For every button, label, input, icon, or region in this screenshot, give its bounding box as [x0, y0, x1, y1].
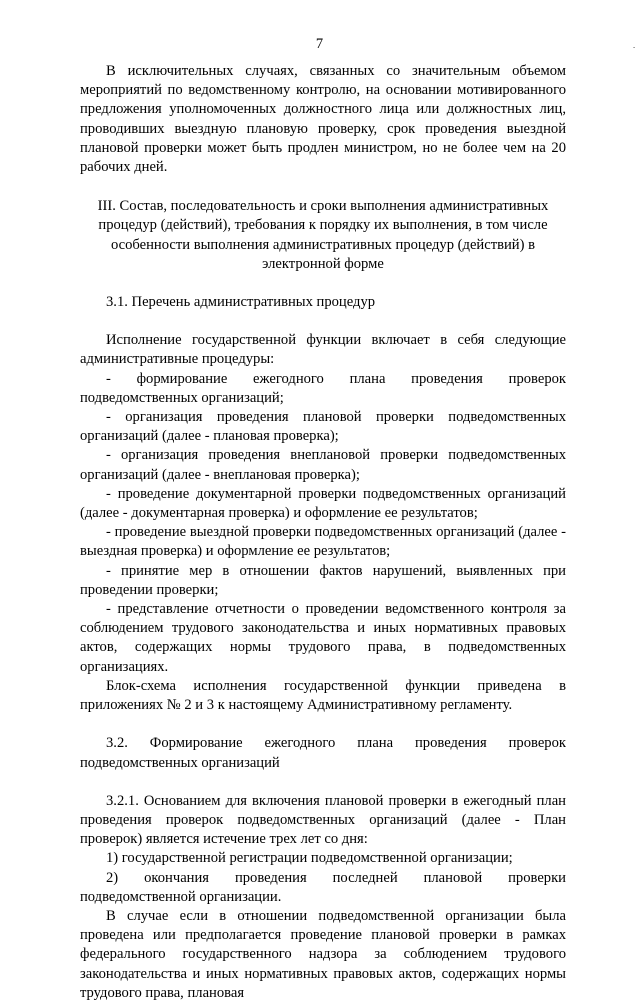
list-item: 2) окончания проведения последней плановой проверки подведомственной организации.: [80, 869, 566, 905]
list-item: - представление отчетности о проведении ведомственного контроля за соблюдением трудового законодательства и иных нормативных правовых актов, содержащих нормы трудового права, в подведомственных организациях.: [80, 601, 566, 675]
paragraph-extension: В исключительных случаях, связанных со значительным объемом мероприятий по ведомственному контролю, на основании мотивированного предложения уполномоченных должностного лица или должностных лиц, проводивших выездную плановую проверку, срок проведения выездной плановой проверки может быть продлен министром, но не более чем на 20 рабочих дней.: [80, 63, 566, 176]
list-item: - формирование ежегодного плана проведения проверок подведомственных организаций;: [80, 370, 566, 406]
list-item: - организация проведения внеплановой проверки подведомственных организаций (далее - внеплановая проверка);: [80, 447, 566, 483]
paragraph-flowchart: Блок-схема исполнения государственной функции приведена в приложениях № 2 и 3 к настоящему Административному регламенту.: [80, 677, 566, 714]
margin-mark: ·: [629, 46, 639, 49]
paragraph-procedures-intro: Исполнение государственной функции включает в себя следующие административные процедуры:: [80, 332, 566, 368]
list-item: - организация проведения плановой проверки подведомственных организаций (далее - плановая проверка);: [80, 409, 566, 445]
list-item: - проведение выездной проверки подведомственных организаций (далее - выездная проверка) и оформление ее результатов;: [80, 524, 566, 560]
document-body: [80, 62, 566, 1003]
subsection-heading-3-2: 3.2. Формирование ежегодного плана проведения проверок подведомственных организаций: [80, 735, 566, 771]
list-item: 1) государственной регистрации подведомственной организации;: [106, 850, 513, 867]
paragraph-federal-supervision: В случае если в отношении подведомственной организации была проведена или предполагается проведение плановой проверки в рамках федерального государственного надзора за соблюдением трудового законодательства и иных нормативных правовых актов, содержащих нормы трудового права, плановая: [80, 907, 566, 1001]
list-item: - проведение документарной проверки подведомственных организаций (далее - документарная проверка) и оформление ее результатов;: [80, 485, 566, 522]
list-item: - принятие мер в отношении фактов нарушений, выявленных при проведении проверки;: [80, 562, 566, 598]
section-heading: III. Состав, последовательность и сроки выполнения административных процедур (действий), требования к порядку их выполнения, в том числе особенности выполнения административных процедур (действий) в электронной форме: [97, 198, 549, 272]
page-number: 7: [315, 36, 324, 52]
paragraph-3-2-1: 3.2.1. Основанием для включения плановой проверки в ежегодный план проведения проверок подведомственных организаций (далее - План проверок) является истечение трех лет со дня:: [80, 792, 566, 848]
subsection-heading-3-1: 3.1. Перечень административных процедур: [106, 294, 376, 311]
